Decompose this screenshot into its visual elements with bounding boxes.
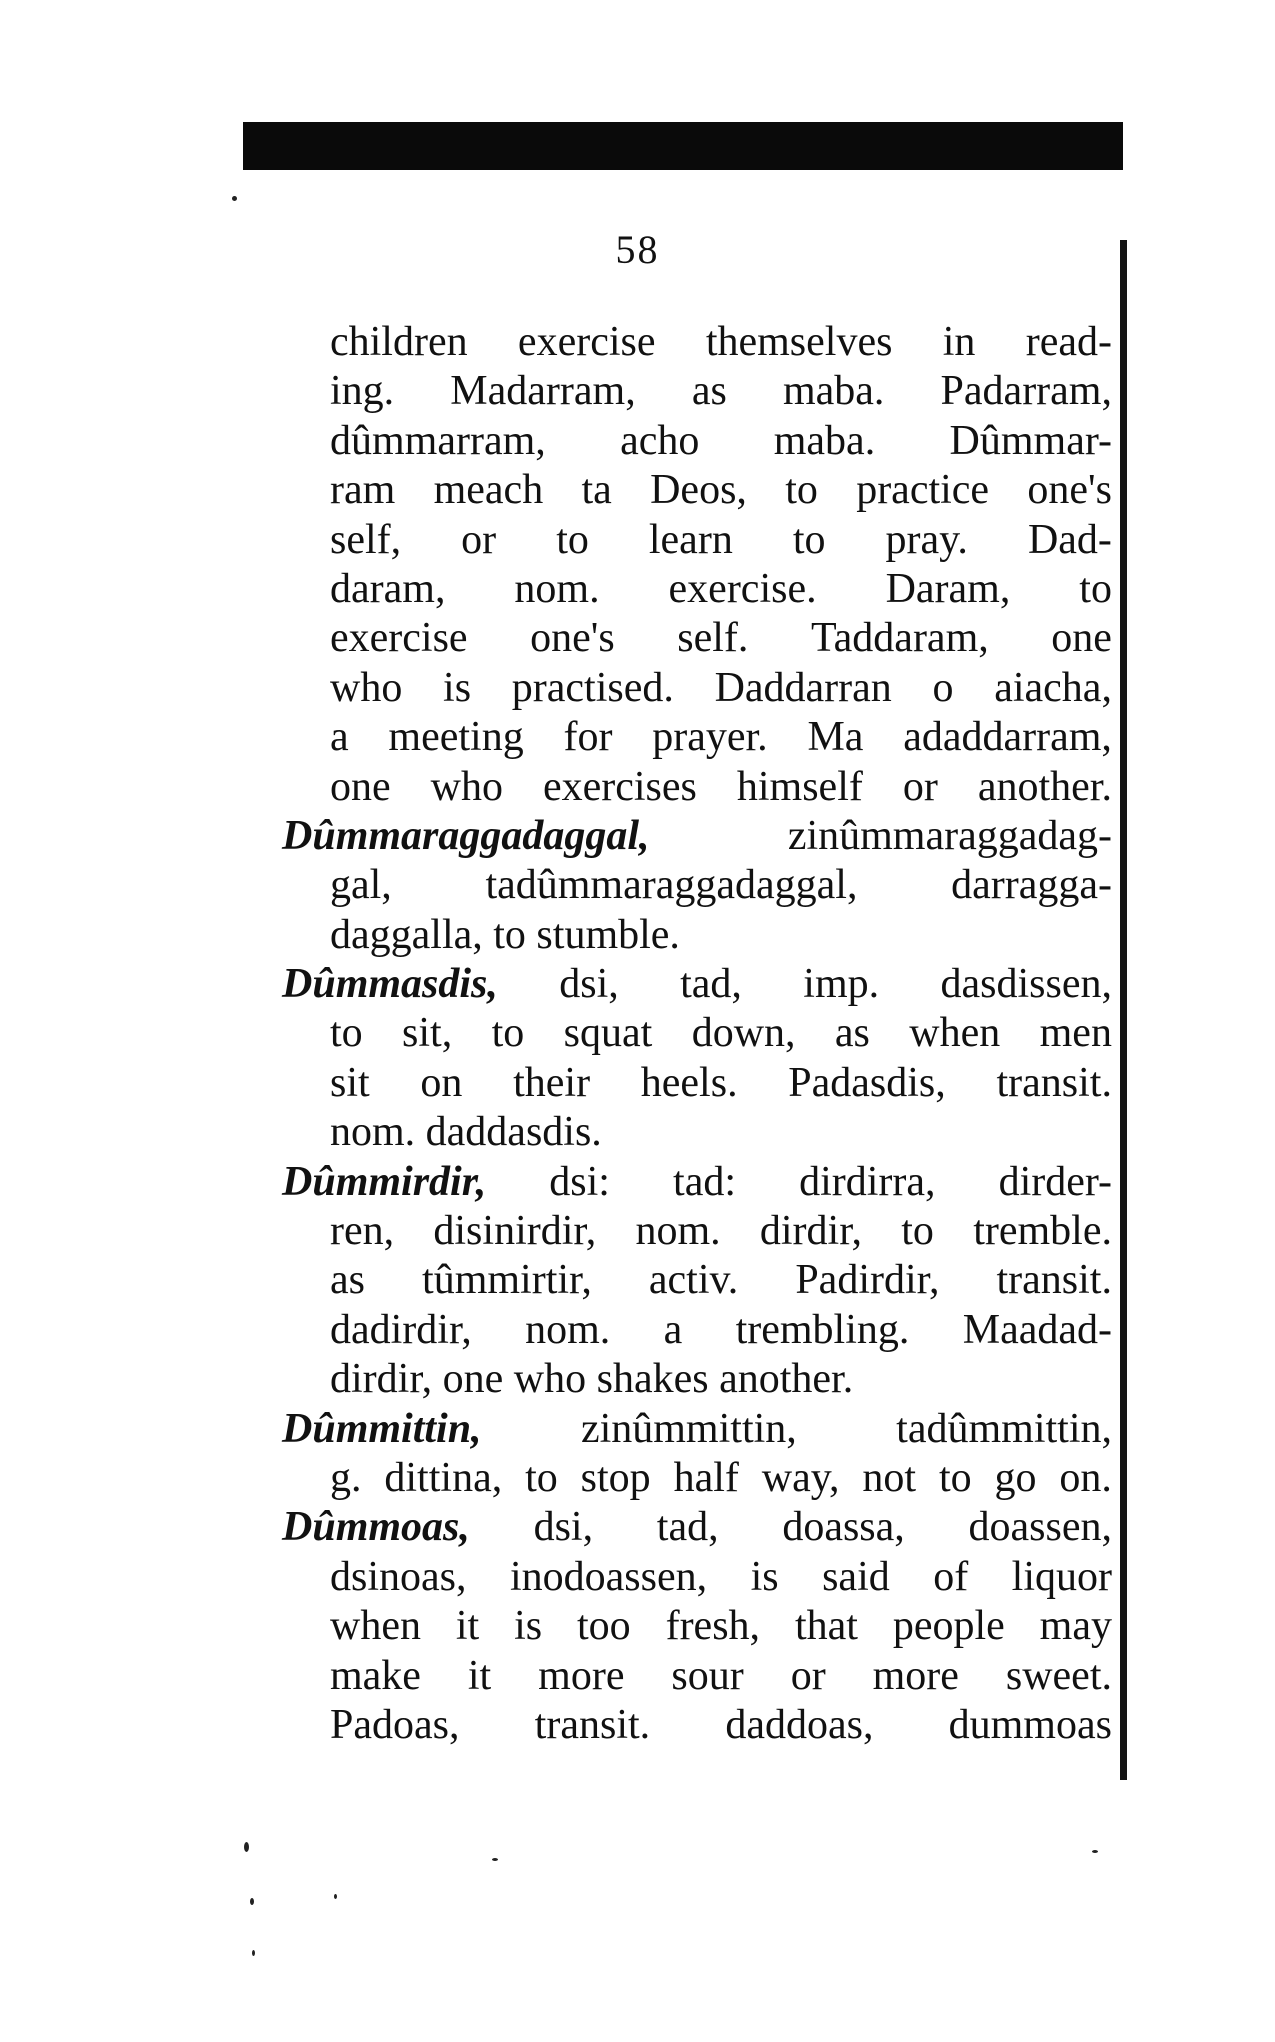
- word: fresh,: [665, 1603, 761, 1650]
- entry-line: [282, 812, 1112, 861]
- word: as: [330, 1257, 365, 1304]
- word: disinirdir,: [433, 1208, 597, 1255]
- word: imp.: [803, 961, 880, 1008]
- word: to: [901, 1208, 934, 1255]
- word: Taddaram,: [810, 615, 989, 662]
- word: children: [330, 319, 468, 365]
- word: not: [862, 1454, 917, 1501]
- word: or: [790, 1652, 826, 1699]
- text-line: [282, 763, 1112, 812]
- text-line: [282, 1009, 1112, 1058]
- word: Ma: [807, 714, 864, 761]
- scan-speck: [244, 1842, 249, 1852]
- body-text: [282, 318, 1112, 1750]
- word: inodoassen,: [509, 1553, 708, 1600]
- text-line: [282, 367, 1112, 416]
- word: make: [330, 1652, 421, 1699]
- top-black-bar: [243, 122, 1123, 170]
- word: on: [420, 1059, 463, 1106]
- word: heels.: [640, 1059, 738, 1106]
- word: dsi:: [549, 1158, 610, 1205]
- word: transit.: [996, 1257, 1112, 1304]
- page-number: 58: [615, 227, 660, 272]
- word: to: [792, 516, 826, 563]
- word: too: [577, 1603, 631, 1650]
- word: doassa,: [782, 1504, 905, 1551]
- word: to: [525, 1454, 558, 1501]
- word: maba.: [782, 368, 885, 415]
- word: when: [909, 1010, 1001, 1057]
- word: pray.: [885, 516, 968, 563]
- word: one: [1051, 615, 1112, 662]
- headword: Dûmmoas,: [282, 1504, 470, 1551]
- word: sit: [330, 1059, 370, 1106]
- word: o: [932, 664, 954, 711]
- word: that: [794, 1603, 858, 1650]
- word: dsi,: [533, 1504, 594, 1551]
- word: tadûmmittin,: [896, 1405, 1112, 1452]
- word: prayer.: [652, 714, 768, 761]
- text-line: [282, 911, 1112, 960]
- word: exercise.: [668, 565, 817, 612]
- word: Madarram,: [450, 368, 636, 415]
- text-line: [282, 1355, 1112, 1404]
- word: may: [1039, 1603, 1112, 1650]
- entry-line: [282, 1158, 1112, 1207]
- scan-speck: [334, 1894, 337, 1899]
- scan-speck: [250, 1898, 254, 1905]
- word: to: [491, 1010, 525, 1057]
- word: who: [330, 664, 403, 711]
- word: men: [1039, 1010, 1112, 1057]
- word: dsinoas,: [330, 1553, 467, 1600]
- word: or: [902, 763, 938, 810]
- line-text: daggalla, to stumble.: [330, 911, 680, 958]
- word: exercise: [517, 319, 656, 365]
- word: for: [563, 714, 613, 761]
- word: ram: [330, 467, 396, 514]
- word: dadirdir,: [330, 1306, 472, 1353]
- word: tad,: [680, 961, 742, 1008]
- word: dirdir,: [759, 1208, 863, 1255]
- text-line: [282, 614, 1112, 663]
- text-line: [282, 516, 1112, 565]
- word: tûmmirtir,: [422, 1257, 592, 1304]
- word: nom.: [525, 1306, 611, 1353]
- word: sit,: [402, 1010, 453, 1057]
- word: a: [663, 1306, 683, 1353]
- word: dirder-: [998, 1158, 1112, 1205]
- word: gal,: [330, 862, 392, 909]
- text-line: [282, 1454, 1112, 1503]
- word: to: [785, 467, 818, 514]
- word: is: [443, 664, 472, 711]
- word: nom.: [514, 565, 600, 612]
- entry-line: [282, 1503, 1112, 1552]
- word: tad,: [656, 1504, 719, 1551]
- word: in: [942, 319, 976, 365]
- word: another.: [977, 763, 1112, 810]
- text-line: [282, 1701, 1112, 1750]
- word: daram,: [330, 565, 446, 612]
- text-line: [282, 1059, 1112, 1108]
- text-line: [282, 1306, 1112, 1355]
- word: nom.: [635, 1208, 721, 1255]
- word: dummoas: [948, 1701, 1112, 1748]
- scan-speck: [252, 1950, 255, 1956]
- word: way,: [761, 1454, 840, 1501]
- word: aiacha,: [994, 664, 1112, 711]
- text-line: [282, 1108, 1112, 1157]
- text-line: [282, 1207, 1112, 1256]
- text-line: [282, 861, 1112, 910]
- word: transit.: [996, 1059, 1112, 1106]
- text-line: [282, 1652, 1112, 1701]
- word: is: [514, 1603, 543, 1650]
- word: dittina,: [384, 1454, 503, 1501]
- word: on.: [1059, 1454, 1112, 1501]
- word: or: [461, 516, 497, 563]
- word: people: [892, 1603, 1005, 1650]
- word: stop: [580, 1454, 651, 1501]
- word: to: [556, 516, 589, 563]
- word: squat: [563, 1010, 653, 1057]
- word: tadûmmaraggadaggal,: [485, 862, 858, 909]
- word: half: [673, 1454, 739, 1501]
- word: dirdirra,: [799, 1158, 936, 1205]
- text-line: [282, 1553, 1112, 1602]
- word: exercise: [330, 615, 468, 662]
- word: meach: [433, 467, 544, 514]
- text-line: [282, 713, 1112, 762]
- scan-speck: [1092, 1850, 1098, 1853]
- word: ren,: [330, 1208, 395, 1255]
- word: one: [330, 763, 391, 810]
- word: transit.: [534, 1701, 651, 1748]
- word: dûmmarram,: [330, 417, 546, 464]
- word: it: [467, 1652, 492, 1699]
- word: tremble.: [973, 1208, 1112, 1255]
- word: a: [330, 714, 349, 761]
- word: practised.: [511, 664, 674, 711]
- word: adaddarram,: [903, 714, 1112, 761]
- word: darragga-: [951, 862, 1112, 909]
- word: g.: [330, 1454, 362, 1501]
- text-line: [282, 417, 1112, 466]
- word: self,: [330, 516, 402, 563]
- word: exercises: [542, 763, 697, 810]
- word: is: [750, 1553, 779, 1600]
- word: as: [691, 368, 727, 415]
- word: Padoas,: [330, 1701, 460, 1748]
- headword: Dûmmaraggadaggal,: [282, 812, 650, 859]
- word: of: [933, 1553, 969, 1600]
- word: zinûmmaraggadag-: [787, 812, 1112, 859]
- headword: Dûmmittin,: [282, 1405, 482, 1452]
- headword: Dûmmirdir,: [282, 1158, 487, 1205]
- word: Dûmmar-: [949, 417, 1112, 464]
- text-line: [282, 318, 1112, 367]
- text-line: [282, 1256, 1112, 1305]
- word: read-: [1025, 319, 1112, 365]
- word: liquor: [1011, 1553, 1112, 1600]
- word: dsi,: [559, 961, 619, 1008]
- entry-line: [282, 960, 1112, 1009]
- word: to: [1079, 565, 1112, 612]
- scan-speck: [232, 196, 237, 201]
- right-scan-edge: [1120, 240, 1127, 1780]
- word: self.: [677, 615, 749, 662]
- word: himself: [736, 763, 863, 810]
- word: it: [455, 1603, 480, 1650]
- word: meeting: [388, 714, 524, 761]
- word: practice: [856, 467, 990, 514]
- word: Padasdis,: [788, 1059, 946, 1106]
- word: doassen,: [968, 1504, 1112, 1551]
- word: dasdissen,: [940, 961, 1112, 1008]
- word: zinûmmittin,: [580, 1405, 797, 1452]
- word: acho: [620, 417, 700, 464]
- word: themselves: [705, 319, 893, 365]
- text-line: [282, 664, 1112, 713]
- word: said: [822, 1553, 890, 1600]
- word: one's: [530, 615, 615, 662]
- line-text: nom. daddasdis.: [330, 1109, 602, 1156]
- word: Daram,: [885, 565, 1011, 612]
- word: tad:: [673, 1158, 737, 1205]
- word: Padarram,: [940, 368, 1112, 415]
- word: sweet.: [1005, 1652, 1112, 1699]
- word: Deos,: [650, 467, 747, 514]
- word: Maadad-: [962, 1306, 1112, 1353]
- text-line: [282, 466, 1112, 515]
- word: trembling.: [735, 1306, 910, 1353]
- headword: Dûmmasdis,: [282, 961, 498, 1008]
- text-line: [282, 565, 1112, 614]
- word: as: [834, 1010, 870, 1057]
- word: ta: [581, 467, 612, 514]
- word: sour: [671, 1652, 744, 1699]
- word: to: [938, 1454, 972, 1501]
- scan-speck: [492, 1858, 498, 1861]
- word: their: [513, 1059, 591, 1106]
- word: Dad-: [1027, 516, 1112, 563]
- word: maba.: [773, 417, 876, 464]
- word: who: [430, 763, 503, 810]
- text-line: [282, 1602, 1112, 1651]
- word: to: [330, 1010, 363, 1057]
- word: down,: [691, 1010, 796, 1057]
- word: activ.: [648, 1257, 739, 1304]
- word: go: [994, 1454, 1037, 1501]
- word: when: [330, 1603, 421, 1650]
- entry-line: [282, 1405, 1112, 1454]
- word: ing.: [330, 368, 395, 415]
- word: more: [538, 1652, 625, 1699]
- word: Padirdir,: [795, 1257, 940, 1304]
- word: daddoas,: [725, 1701, 874, 1748]
- word: Daddarran: [714, 664, 892, 711]
- word: more: [872, 1652, 959, 1699]
- line-text: dirdir, one who shakes another.: [330, 1356, 854, 1403]
- word: one's: [1027, 467, 1112, 514]
- word: learn: [648, 516, 733, 563]
